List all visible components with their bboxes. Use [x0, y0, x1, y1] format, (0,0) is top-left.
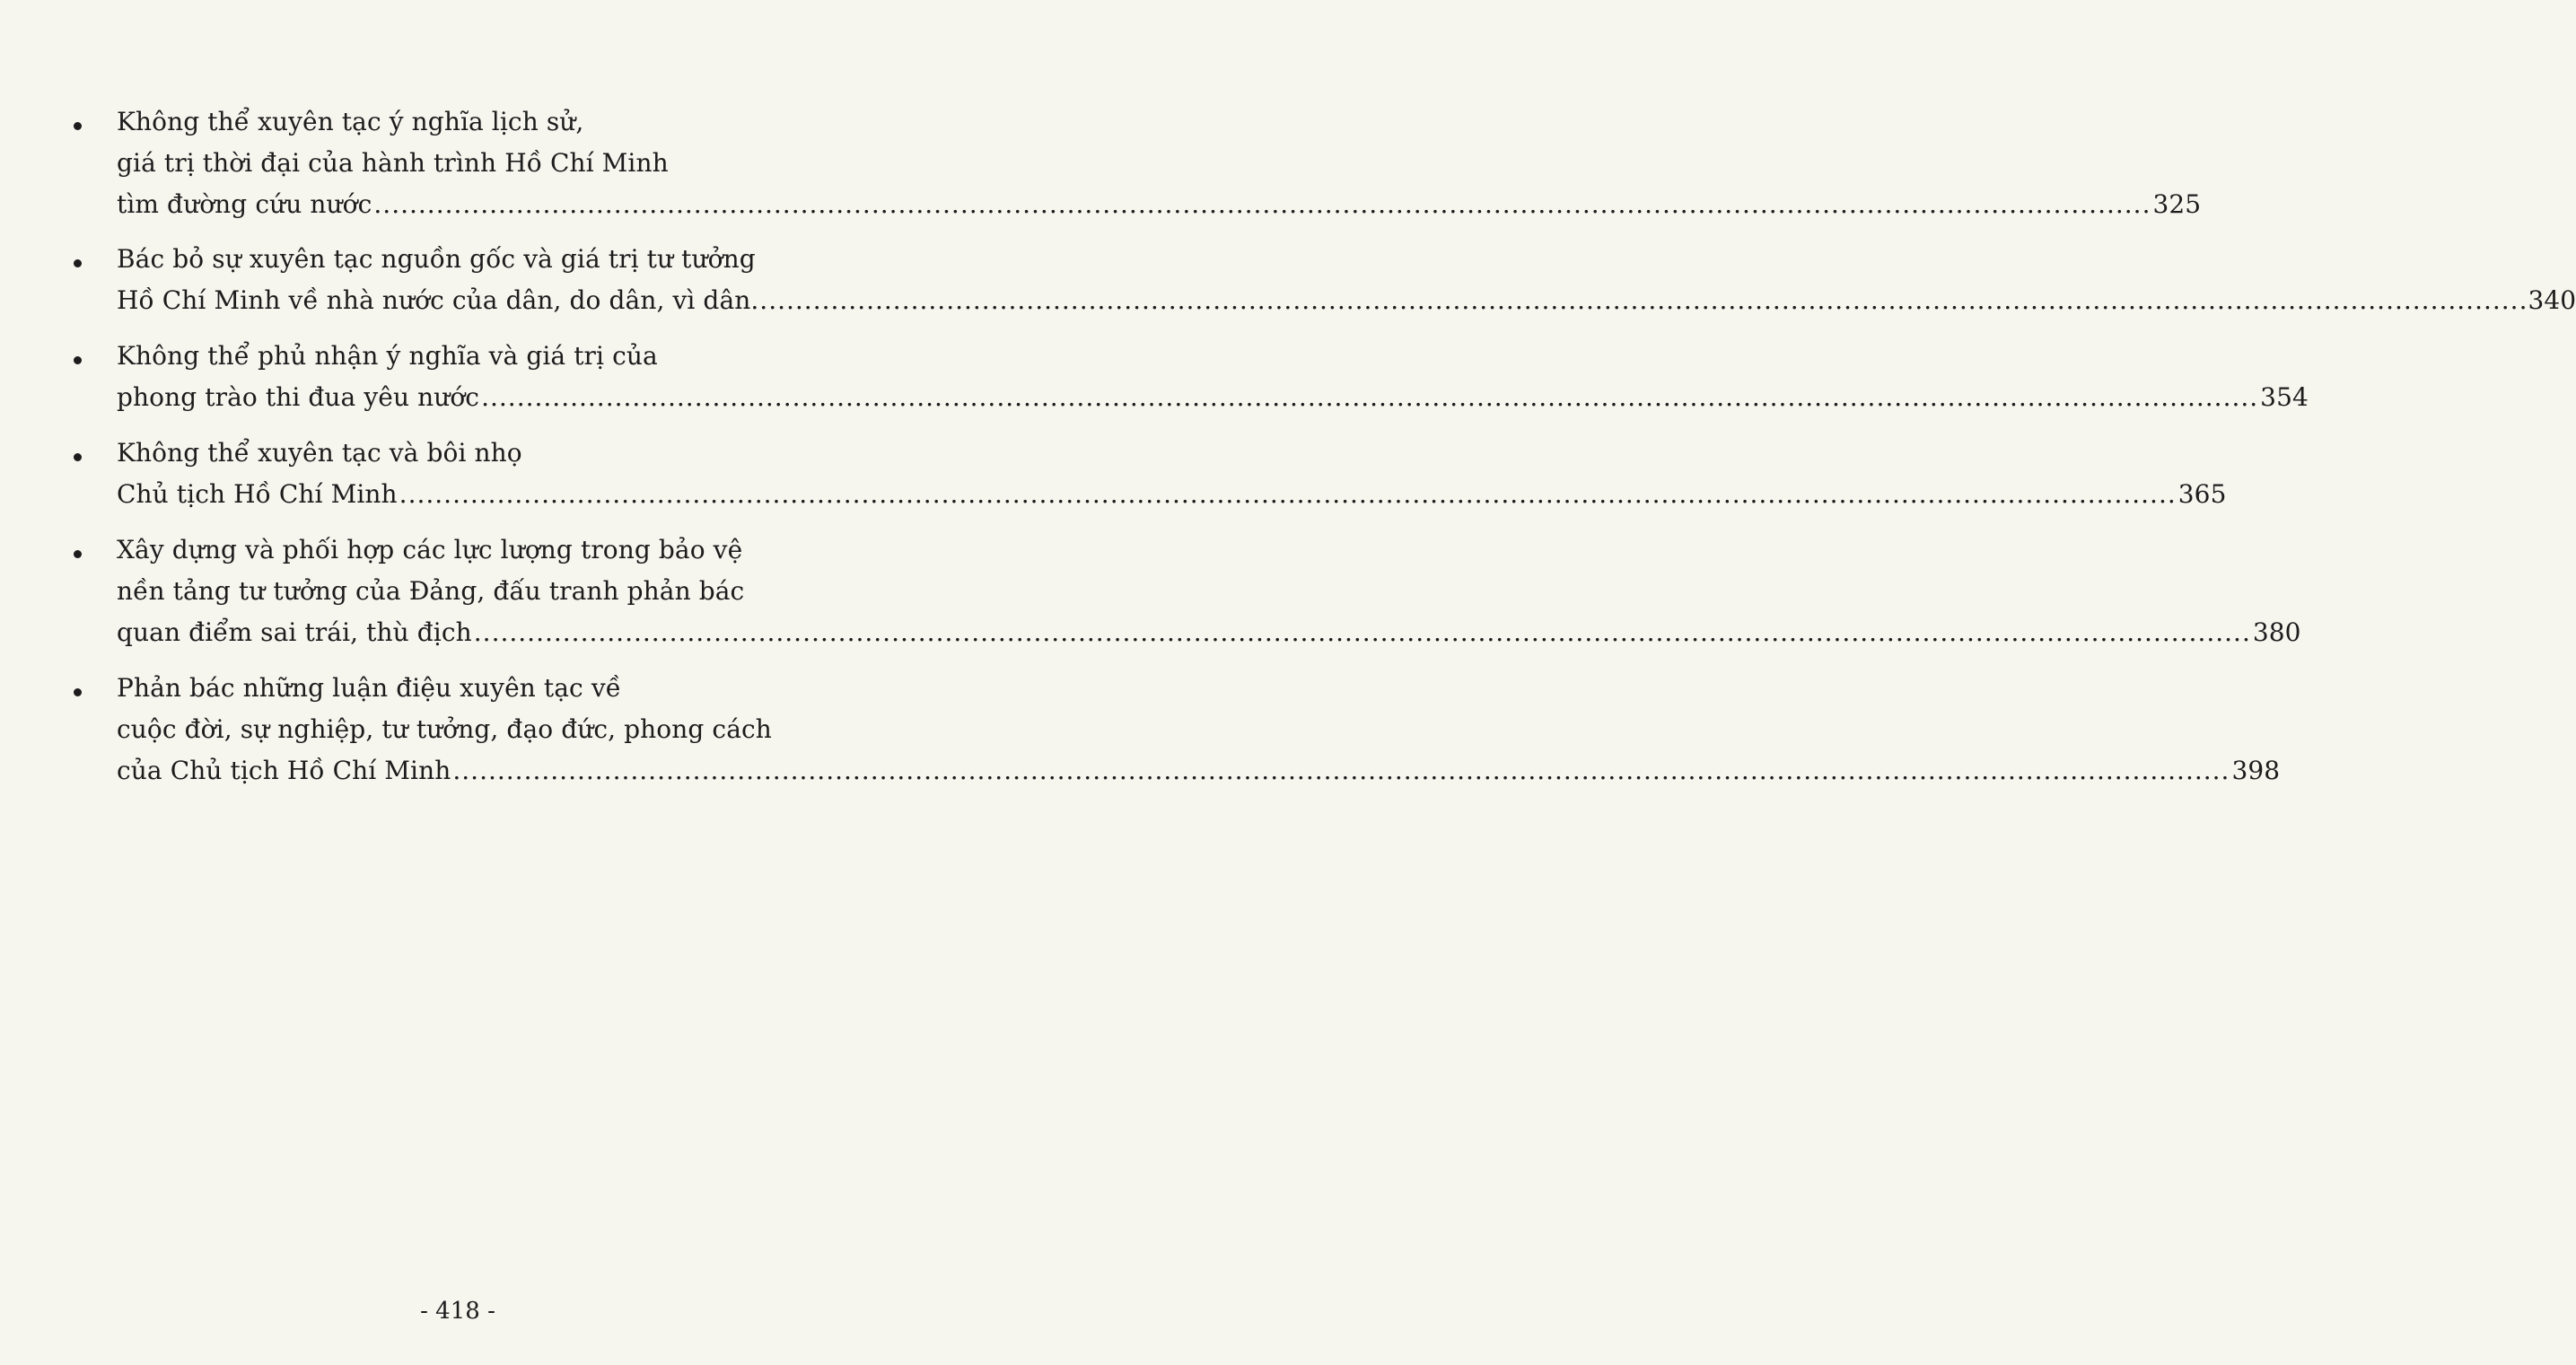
bullet-icon — [74, 122, 82, 130]
toc-line: Không thể phủ nhận ý nghĩa và giá trị của — [117, 341, 658, 371]
toc-entry-text — [117, 101, 2202, 225]
toc-page-number: 380 — [2252, 617, 2301, 647]
bullet-icon — [74, 259, 82, 267]
toc-title-end: tìm đường cứu nước — [117, 189, 372, 219]
bullet-icon — [74, 550, 82, 558]
toc-line-last — [117, 750, 2281, 792]
toc-line-last — [117, 474, 2227, 515]
toc-line: Phản bác những luận điệu xuyên tạc về — [117, 673, 622, 703]
bullet-icon — [74, 688, 82, 696]
toc-line-last — [117, 612, 2301, 653]
toc-entry-text — [117, 433, 2227, 515]
toc-page-number: 354 — [2260, 382, 2309, 412]
dot-leader: ........................................................................................................................................................................................................ — [373, 189, 2151, 219]
toc-page-number: 340 — [2528, 285, 2576, 315]
toc-line-last — [117, 377, 2309, 418]
toc-line: nền tảng tư tưởng của Đảng, đấu tranh phản bác — [117, 576, 745, 606]
toc-entry-text — [117, 668, 2281, 792]
page-number-footer: - 418 - — [420, 1298, 495, 1325]
toc-entry-text — [117, 336, 2309, 418]
toc-page-number: 365 — [2177, 479, 2227, 509]
toc-title-end: Chủ tịch Hồ Chí Minh — [117, 479, 398, 509]
toc-title-end: Hồ Chí Minh về nhà nước của dân, do dân, vì dân — [117, 285, 751, 315]
toc-entry-text — [117, 239, 2576, 321]
toc-line: Không thể xuyên tạc và bôi nhọ — [117, 438, 522, 468]
toc-line: cuộc đời, sự nghiệp, tư tưởng, đạo đức, phong cách — [117, 714, 772, 744]
dot-leader: ........................................................................................................................................................................................................ — [481, 382, 2259, 412]
bullet-icon — [74, 453, 82, 461]
toc-line-last — [117, 184, 2202, 225]
dot-leader: ........................................................................................................................................................................................................ — [399, 479, 2177, 509]
toc-line: Không thể xuyên tạc ý nghĩa lịch sử, — [117, 107, 584, 136]
dot-leader: ........................................................................................................................................................................................................ — [473, 617, 2251, 647]
toc-line-last — [117, 280, 2576, 321]
toc-line: giá trị thời đại của hành trình Hồ Chí Minh — [117, 148, 669, 178]
toc-line: Bác bỏ sự xuyên tạc nguồn gốc và giá trị tư tưởng — [117, 244, 756, 274]
toc-page-number: 325 — [2152, 189, 2202, 219]
toc-line: Xây dựng và phối hợp các lực lượng trong bảo vệ — [117, 535, 743, 564]
toc-title-end: của Chủ tịch Hồ Chí Minh — [117, 756, 451, 785]
dot-leader: ........................................................................................................................................................................................................ — [452, 756, 2230, 785]
toc-title-end: phong trào thi đua yêu nước — [117, 382, 480, 412]
bullet-icon — [74, 356, 82, 364]
dot-leader: ........................................................................................................................................................................................................ — [750, 285, 2528, 315]
toc-page-number: 398 — [2231, 756, 2281, 785]
toc-entry-text — [117, 529, 2301, 653]
toc-title-end: quan điểm sai trái, thù địch — [117, 617, 472, 647]
